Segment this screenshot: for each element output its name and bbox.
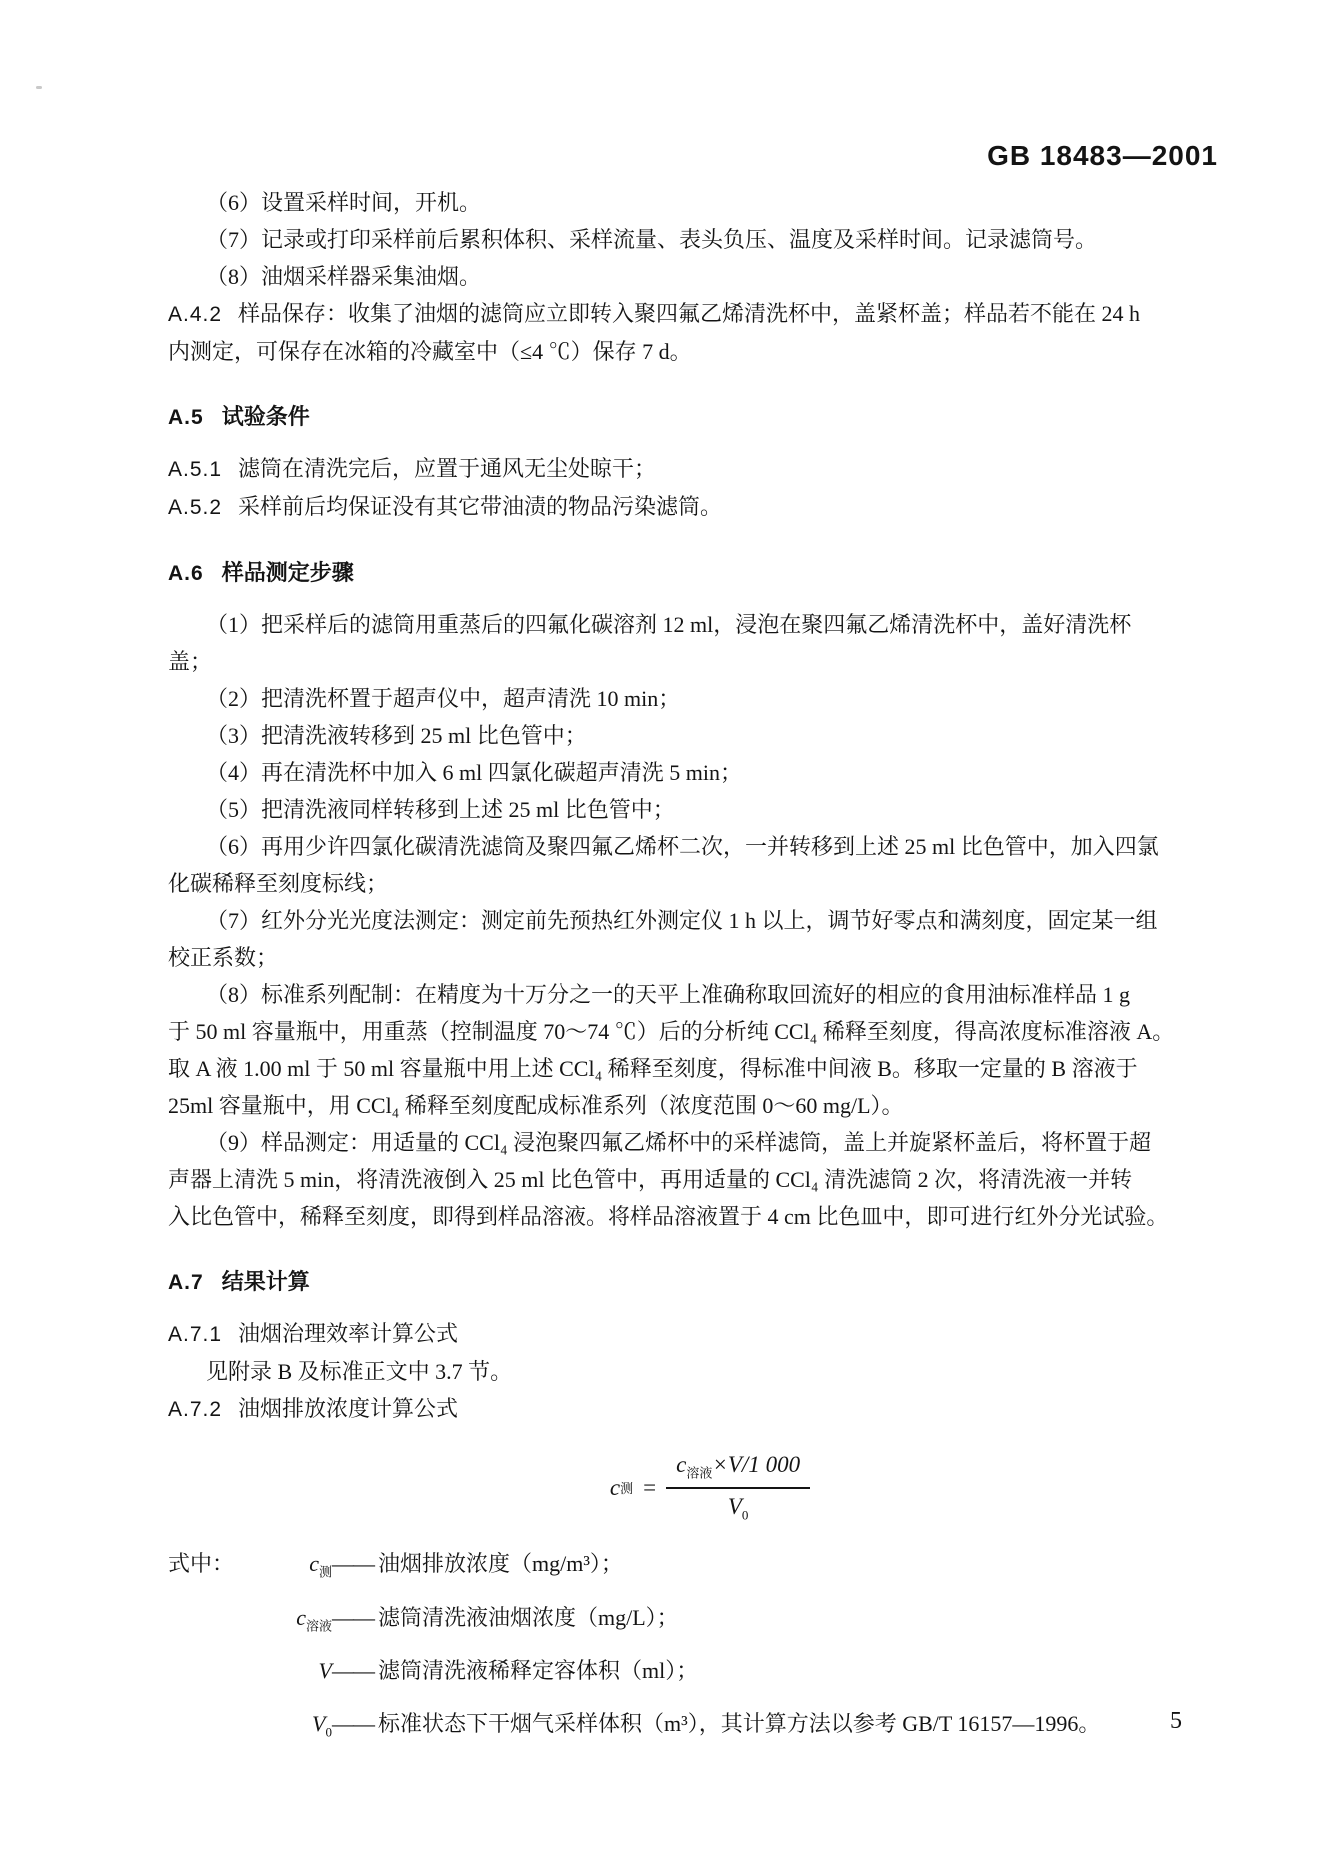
list-item: （2）把清洗杯置于超声仪中，超声清洗 10 min； [206, 686, 681, 711]
list-item: （9）样品测定：用适量的 CCl₄ 浸泡聚四氟乙烯杯中的采样滤筒，盖上并旋紧杯盖后，将杯置于超 [206, 1130, 1152, 1155]
list-item: （7）记录或打印采样前后累积体积、采样流量、表头负压、温度及采样时间。记录滤筒号。 [206, 227, 1098, 252]
clause-text: 油烟治理效率计算公式 [238, 1321, 459, 1346]
symbol-base: V [318, 1657, 332, 1683]
definitions-intro [168, 1701, 254, 1754]
clause-a51 [168, 450, 1212, 488]
paragraph-line: 声器上清洗 5 min，将清洗液倒入 25 ml 比色管中，再用适量的 CCl₄ 清洗滤筒 2 次，将清洗液一并转 [168, 1167, 1133, 1192]
section-number: A.5 [168, 406, 204, 429]
scan-artifact [36, 86, 42, 89]
clause-a71 [168, 1315, 1212, 1353]
definitions-intro: 式中： [168, 1551, 235, 1577]
paragraph-line: 于 50 ml 容量瓶中，用重蒸（控制温度 70～74 ℃）后的分析纯 CCl₄ 稀释至刻度，得高浓度标准溶液 A。 [168, 1019, 1175, 1044]
clause-a52 [168, 488, 1212, 526]
clause-a42 [168, 295, 1212, 333]
symbol-base: c [296, 1604, 306, 1630]
definitions-intro [168, 1595, 254, 1648]
section-heading-a5 [168, 398, 1212, 436]
definition-dash: —— [332, 1657, 374, 1683]
list-item: （7）红外分光光度法测定：测定前先预热红外测定仪 1 h 以上，调节好零点和满刻度，固定某一组 [206, 908, 1158, 933]
symbol-base: V [312, 1711, 326, 1737]
definition-text: 滤筒清洗液油烟浓度（mg/L）； [378, 1604, 679, 1630]
clause-number: A.5.2 [168, 496, 223, 519]
equals-sign: = [643, 1474, 657, 1500]
clause-text: 采样前后均保证没有其它带油渍的物品污染滤筒。 [238, 494, 723, 519]
clause-a72 [168, 1390, 1212, 1428]
clause-text: 滤筒在清洗完后，应置于通风无尘处晾干； [238, 456, 657, 481]
paragraph-line: 见附录 B 及标准正文中 3.7 节。 [206, 1359, 513, 1384]
clause-number: A.5.1 [168, 458, 223, 481]
symbol-base: c [309, 1551, 319, 1577]
document-body [168, 184, 1212, 1755]
emission-concentration-formula [208, 1452, 1212, 1523]
section-title: 样品测定步骤 [221, 560, 354, 585]
symbol [254, 1541, 332, 1594]
numerator-var: c [676, 1452, 687, 1477]
list-item: （6）再用少许四氯化碳清洗滤筒及聚四氟乙烯杯二次，一并转移到上述 25 ml 比色管中，加入四氯 [206, 834, 1159, 859]
paragraph-line: 校正系数； [168, 945, 279, 970]
symbol [254, 1701, 332, 1754]
list-item: （8）标准系列配制：在精度为十万分之一的天平上准确称取回流好的相应的食用油标准样品 1 g [206, 982, 1131, 1007]
symbol [254, 1595, 332, 1648]
list-item: （1）把采样后的滤筒用重蒸后的四氟化碳溶剂 12 ml，浸泡在聚四氟乙烯清洗杯中，盖好清洗杯 [206, 612, 1132, 637]
definitions-intro [168, 1648, 254, 1701]
list-item: （5）把清洗液同样转移到上述 25 ml 比色管中； [206, 797, 675, 822]
numerator-rest: ×V/1 000 [712, 1452, 801, 1477]
paragraph-line: 取 A 液 1.00 ml 于 50 ml 容量瓶中用上述 CCl₄ 稀释至刻度，得标准中间液 B。移取一定量的 B 溶液于 [168, 1056, 1138, 1081]
definition-row [168, 1648, 1212, 1701]
document-number: GB 18483—2001 [987, 140, 1218, 171]
symbol-definitions [168, 1541, 1212, 1755]
section-title: 结果计算 [221, 1269, 310, 1294]
section-title: 试验条件 [221, 404, 310, 429]
list-item: （3）把清洗液转移到 25 ml 比色管中； [206, 723, 587, 748]
symbol [254, 1648, 332, 1701]
paragraph-line: 化碳稀释至刻度标线； [168, 871, 389, 896]
clause-number: A.4.2 [168, 303, 223, 326]
definition-row [168, 1595, 1212, 1648]
page-number: 5 [1170, 1708, 1182, 1734]
formula-lhs-var: c [609, 1474, 621, 1500]
definition-row [168, 1701, 1212, 1754]
symbol-subscript: 测 [318, 1564, 332, 1580]
definition-dash: —— [332, 1604, 374, 1630]
definition-row [168, 1541, 1212, 1594]
definition-text: 标准状态下干烟气采样体积（m³），其计算方法以参考 GB/T 16157—1996。 [378, 1711, 1101, 1737]
definition-text: 油烟排放浓度（mg/m³）； [378, 1551, 623, 1577]
denominator-var: V [727, 1493, 742, 1519]
list-item: （4）再在清洗杯中加入 6 ml 四氯化碳超声清洗 5 min； [206, 760, 742, 785]
symbol-subscript: 0 [325, 1724, 332, 1740]
paragraph-line: 25ml 容量瓶中，用 CCl₄ 稀释至刻度配成标准系列（浓度范围 0～60 mg/L）。 [168, 1093, 904, 1118]
numerator-subscript: 溶液 [686, 1465, 713, 1481]
fraction-denominator [728, 1489, 749, 1524]
clause-text: 油烟排放浓度计算公式 [238, 1396, 459, 1421]
section-number: A.7 [168, 1271, 204, 1294]
symbol-subscript: 溶液 [305, 1617, 332, 1633]
list-item: （6）设置采样时间，开机。 [206, 190, 482, 215]
clause-number: A.7.1 [168, 1323, 223, 1346]
formula-lhs-subscript: 测 [620, 1481, 634, 1497]
section-heading-a6 [168, 554, 1212, 592]
definition-dash: —— [332, 1711, 374, 1737]
definition-text: 滤筒清洗液稀释定容体积（ml）； [378, 1657, 699, 1683]
section-heading-a7 [168, 1263, 1212, 1301]
list-item: （8）油烟采样器采集油烟。 [206, 264, 482, 289]
fraction [666, 1452, 810, 1523]
clause-number: A.7.2 [168, 1398, 223, 1421]
denominator-subscript: 0 [741, 1507, 749, 1523]
fraction-numerator [666, 1452, 810, 1489]
section-number: A.6 [168, 562, 204, 585]
clause-text: 样品保存：收集了油烟的滤筒应立即转入聚四氟乙烯清洗杯中，盖紧杯盖；样品若不能在 24 h [238, 301, 1141, 326]
paragraph-line: 内测定，可保存在冰箱的冷藏室中（≤4 ℃）保存 7 d。 [168, 339, 692, 364]
paragraph-line: 入比色管中，稀释至刻度，即得到样品溶液。将样品溶液置于 4 cm 比色皿中，即可进行红外分光试验。 [168, 1204, 1169, 1229]
definition-dash: —— [332, 1551, 374, 1577]
paragraph-line: 盖； [168, 649, 213, 674]
